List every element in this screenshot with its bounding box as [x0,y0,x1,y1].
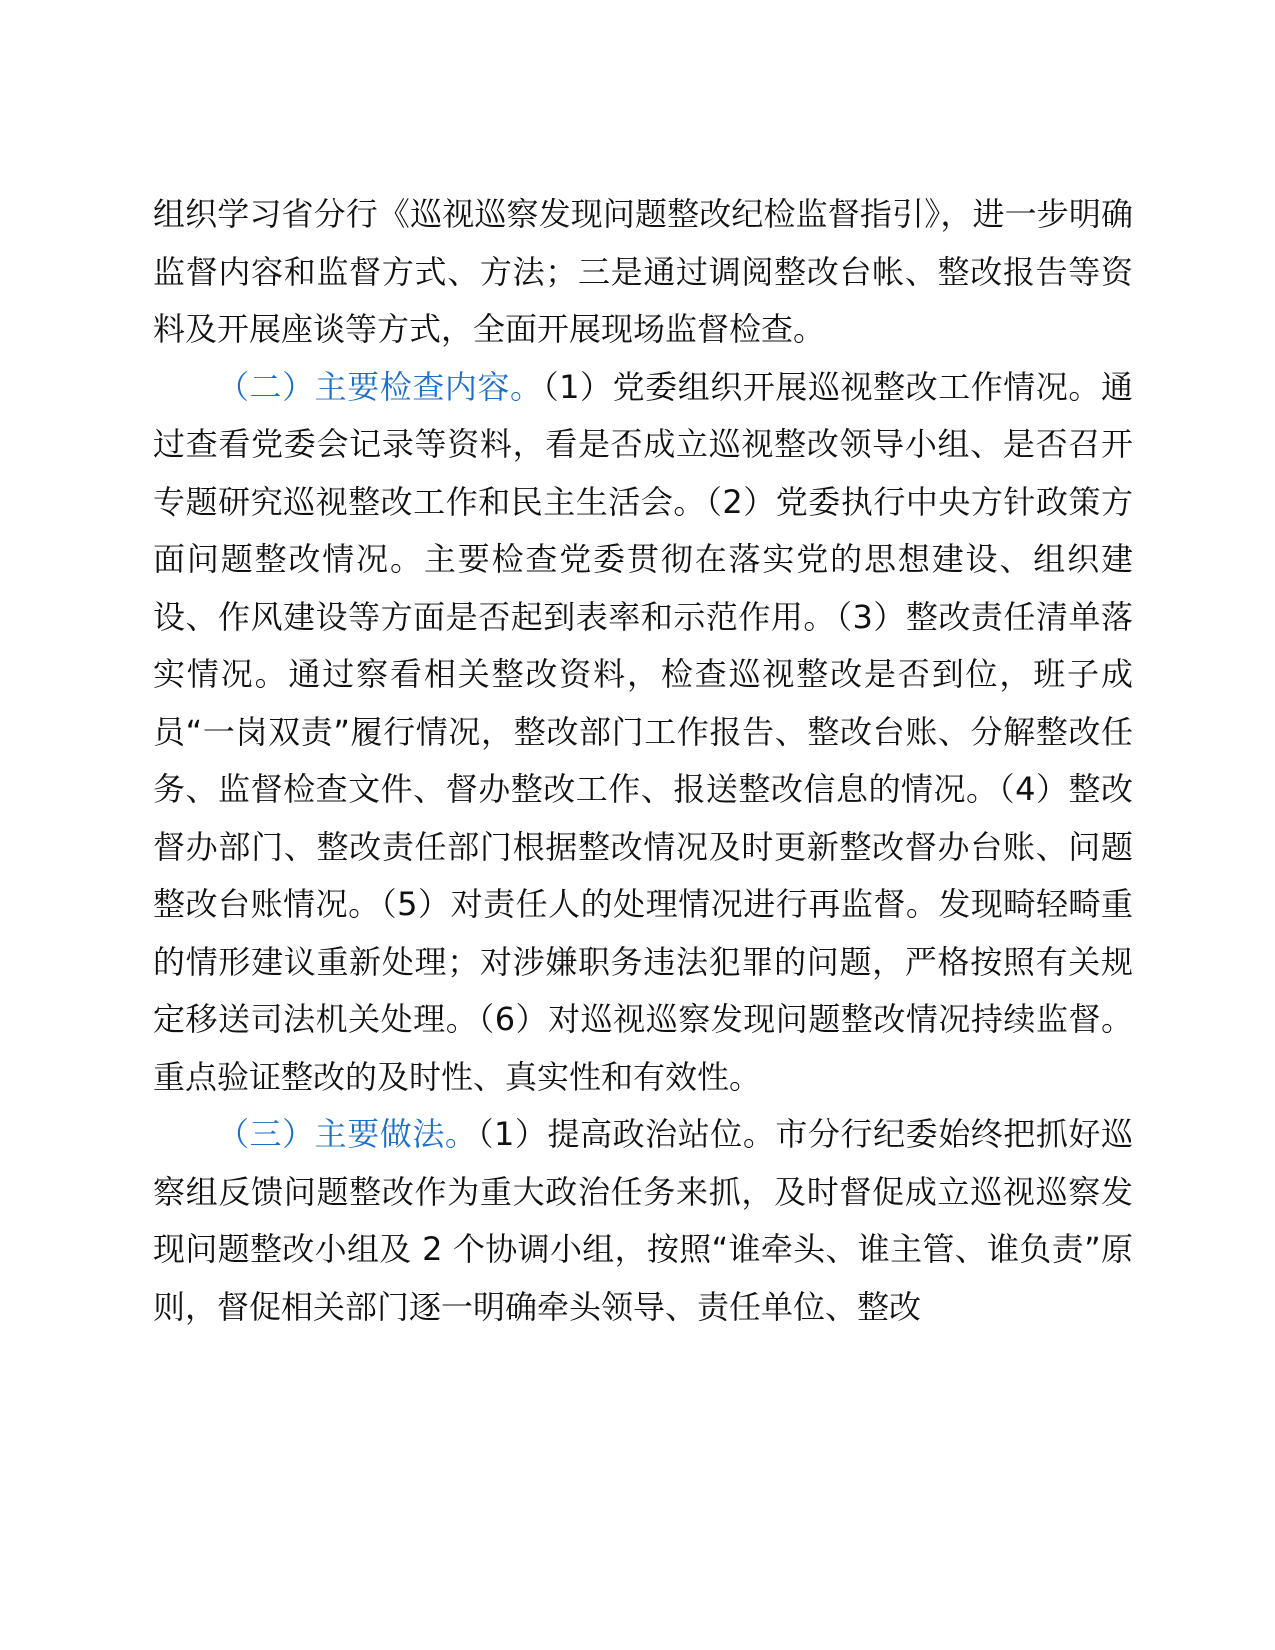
document-body [153,186,1133,1336]
paragraph-text: （1）提高政治站位。市分行纪委始终把抓好巡察组反馈问题整改作为重大政治任务来抓，及时督促成立巡视巡察发现问题整改小组及 2 个协调小组，按照“谁牵头、谁主管、谁负责”原则，督促相关部门逐一明确牵头领导、责任单位、整改 [153,1115,1133,1326]
paragraph-main-inspection-content [153,359,1133,1107]
section-heading: （二）主要检查内容。 [217,367,543,406]
paragraph-text: 组织学习省分行《巡视巡察发现问题整改纪检监督指引》，进一步明确监督内容和监督方式、方法；三是通过调阅整改台帐、整改报告等资料及开展座谈等方式，全面开展现场监督检查。 [153,195,1133,348]
paragraph-continuation [153,186,1133,359]
paragraph-main-practices [153,1106,1133,1336]
section-heading: （三）主要做法。 [217,1115,478,1153]
paragraph-text: （1）党委组织开展巡视整改工作情况。通过查看党委会记录等资料，看是否成立巡视整改领导小组、是否召开专题研究巡视整改工作和民主生活会。（2）党委执行中央方针政策方面问题整改情况。主要检查党委贯彻在落实党的思想建设、组织建设、作风建设等方面是否起到表率和示范作用。（3）整改责任清单落实情况。通过察看相关整改资料，检查巡视整改是否到位，班子成员“一岗双责”履行情况，整改部门工作报告、整改台账、分解整改任务、监督检查文件、督办整改工作、报送整改信息的情况。（4）整改督办部门、整改责任部门根据整改情况及时更新整改督办台账、问题整改台账情况。（5）对责任人的处理情况进行再监督。发现畸轻畸重的情形建议重新处理；对涉嫌职务违法犯罪的问题，严格按照有关规定移送司法机关处理。（6）对巡视巡察发现问题整改情况持续监督。重点验证整改的及时性、真实性和有效性。 [153,367,1133,1096]
